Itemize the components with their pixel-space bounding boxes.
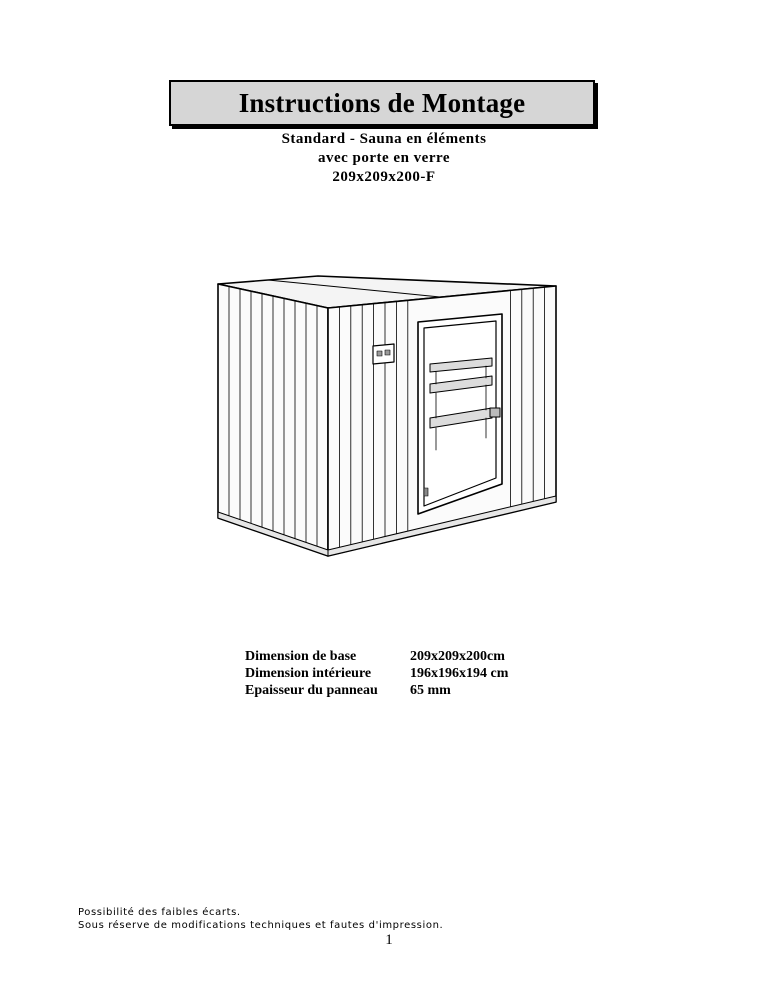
subtitle-line-2: avec porte en verre	[317, 150, 451, 166]
spec-value: 196x196x194 cm	[410, 666, 509, 681]
title-box	[169, 80, 595, 126]
page-number: 1	[385, 932, 393, 948]
spec-row-panel	[245, 682, 508, 699]
footnote-line-2: Sous réserve de modifications techniques et fautes d'impression.	[78, 920, 444, 931]
spec-value: 65 mm	[410, 683, 451, 698]
subtitle	[0, 130, 768, 187]
spec-label: Dimension de base	[245, 649, 357, 664]
page-title: Instructions de Montage	[238, 87, 526, 118]
subtitle-line-3: 209x209x200-F	[332, 169, 436, 185]
footnote	[78, 906, 443, 932]
spec-label: Epaisseur du panneau	[245, 683, 378, 698]
spec-value: 209x209x200cm	[410, 649, 505, 664]
specifications	[245, 648, 508, 699]
spec-row-base	[245, 648, 508, 665]
subtitle-line-1: Standard - Sauna en éléments	[281, 131, 487, 147]
sauna-cabin-illustration	[210, 272, 580, 558]
footnote-line-1: Possibilité des faibles écarts.	[78, 907, 241, 918]
spec-label: Dimension intérieure	[245, 666, 372, 681]
spec-row-interior	[245, 665, 508, 682]
